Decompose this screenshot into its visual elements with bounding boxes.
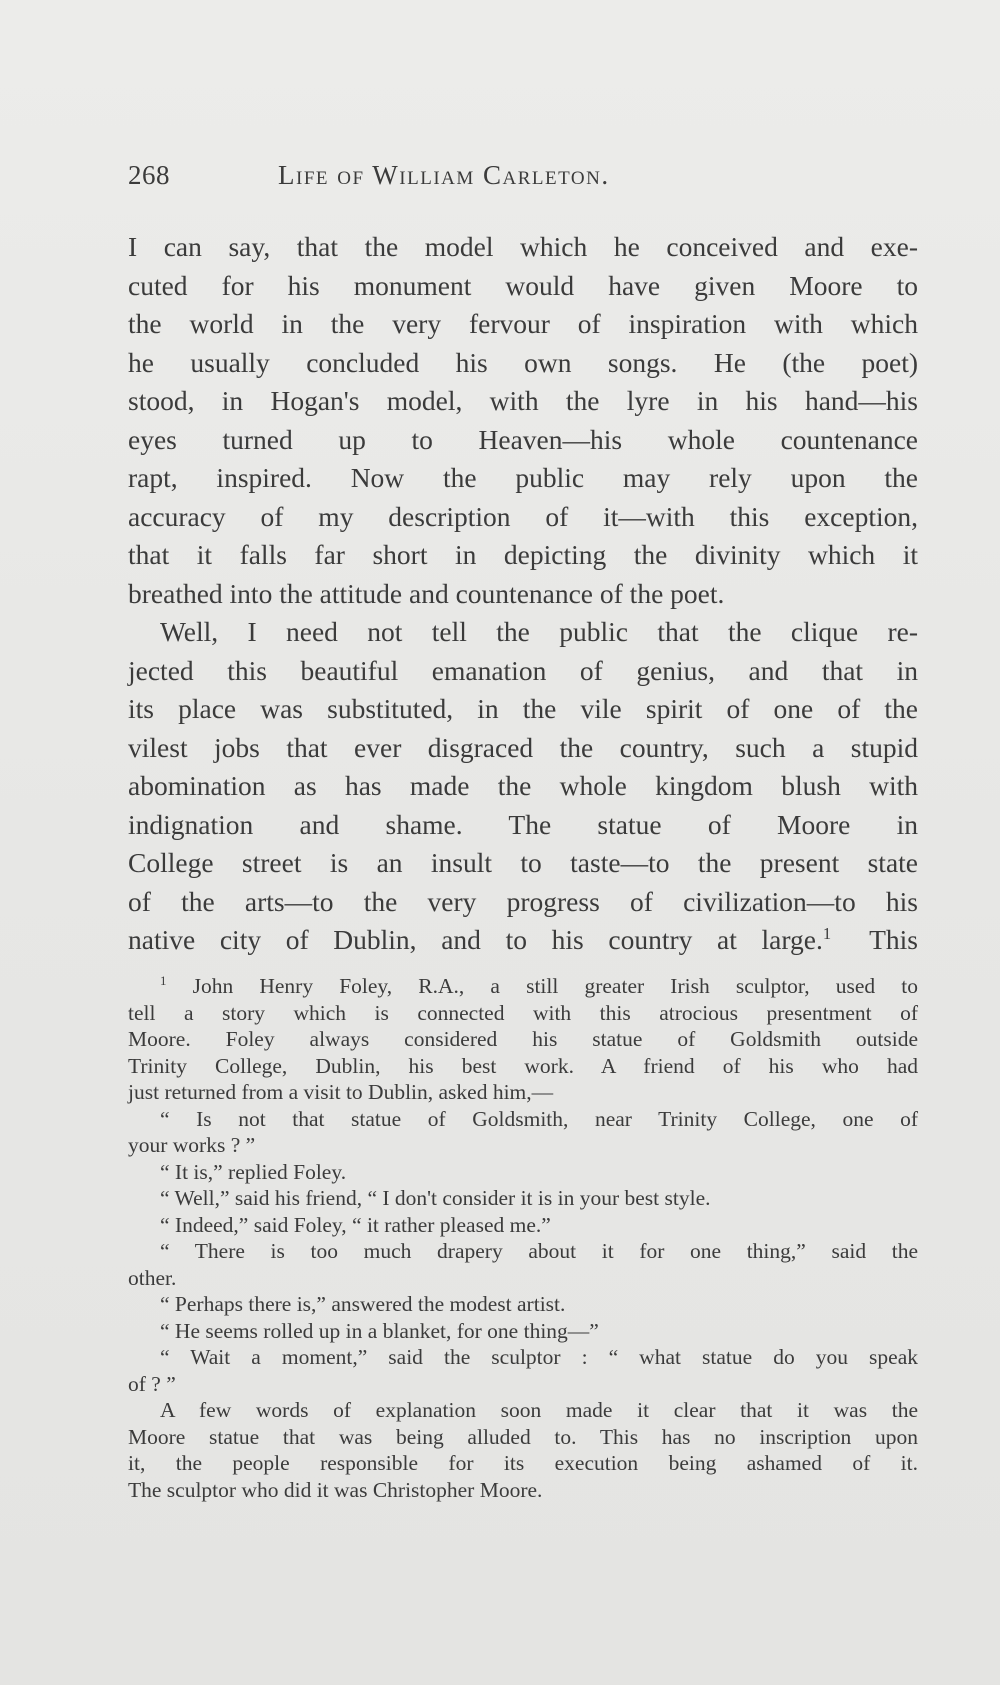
footnote-line: Trinity College, Dublin, his best work. A friend of his who had: [128, 1053, 918, 1078]
footnote-line-text: John Henry Foley, R.A., a still greater Irish sculptor, used to: [192, 974, 919, 998]
body-line: accuracy of my description of it—with this exception,: [128, 500, 918, 532]
footnote-line: just returned from a visit to Dublin, asked him,—: [128, 1080, 554, 1104]
footnote-line: “ There is too much drapery about it for one thing,” said the: [160, 1239, 918, 1263]
page-header: [128, 160, 748, 200]
footnote-line: your works ? ”: [128, 1133, 256, 1157]
body-line: indignation and shame. The statue of Moore in: [128, 808, 918, 840]
body-line: rapt, inspired. Now the public may rely upon the: [128, 462, 918, 493]
body-line-text: native city of Dublin, and to his country at large.: [128, 924, 823, 955]
footnote-reference[interactable]: 1: [822, 923, 832, 943]
footnote-line: “ Indeed,” said Foley, “ it rather pleased me.”: [160, 1212, 551, 1237]
body-line: eyes turned up to Heaven—his whole countenance: [128, 423, 918, 455]
body-text: [128, 228, 918, 960]
footnote-line: “ It is,” replied Foley.: [160, 1159, 347, 1184]
catchword: This: [869, 924, 918, 955]
footnote: [128, 973, 918, 1503]
body-line: the world in the very fervour of inspiration with which: [128, 308, 918, 339]
body-line: he usually concluded his own songs. He (the poet): [128, 346, 918, 378]
body-line: [128, 921, 918, 960]
footnote-line: tell a story which is connected with this atrocious presentment of: [128, 1000, 918, 1025]
body-line: of the arts—to the very progress of civilization—to his: [128, 885, 918, 917]
footnote-line: it, the people responsible for its execution being ashamed of it.: [128, 1451, 918, 1475]
running-head: Life of William Carleton.: [278, 160, 610, 190]
body-line: vilest jobs that ever disgraced the country, such a stupid: [128, 731, 918, 763]
body-line: its place was substituted, in the vile spirit of one of the: [128, 693, 918, 724]
footnote-line: Moore statue that was being alluded to. This has no inscription upon: [128, 1424, 918, 1449]
footnote-line: “ Is not that statue of Goldsmith, near Trinity College, one of: [160, 1106, 918, 1131]
footnote-line: The sculptor who did it was Christopher Moore.: [128, 1477, 543, 1502]
footnote-line: “ Well,” said his friend, “ I don't consider it is in your best style.: [160, 1186, 711, 1210]
footnote-line: of ? ”: [128, 1371, 176, 1396]
footnote-line: “ He seems rolled up in a blanket, for one thing—”: [160, 1318, 599, 1343]
body-line: College street is an insult to taste—to the present state: [128, 847, 918, 878]
footnote-line: other.: [128, 1265, 177, 1290]
page-number: 268: [128, 160, 170, 190]
body-line: stood, in Hogan's model, with the lyre in his hand—his: [128, 385, 918, 416]
footnote-line: Moore. Foley always considered his statue of Goldsmith outside: [128, 1027, 918, 1051]
footnote-line: [128, 973, 918, 1000]
body-line: cuted for his monument would have given Moore to: [128, 269, 918, 301]
body-line: Well, I need not tell the public that the clique re-: [160, 616, 918, 647]
body-line: I can say, that the model which he conceived and exe-: [128, 231, 918, 262]
body-line: breathed into the attitude and countenance of the poet.: [128, 577, 725, 609]
body-line: that it falls far short in depicting the divinity which it: [128, 539, 918, 570]
footnote-line: A few words of explanation soon made it clear that it was the: [160, 1398, 918, 1422]
footnote-line: “ Wait a moment,” said the sculptor : “ what statue do you speak: [160, 1345, 918, 1369]
footnote-marker: 1: [160, 973, 167, 988]
body-line: jected this beautiful emanation of genius, and that in: [128, 654, 918, 686]
footnote-line: “ Perhaps there is,” answered the modest artist.: [160, 1292, 566, 1316]
body-line: abomination as has made the whole kingdom blush with: [128, 770, 918, 801]
